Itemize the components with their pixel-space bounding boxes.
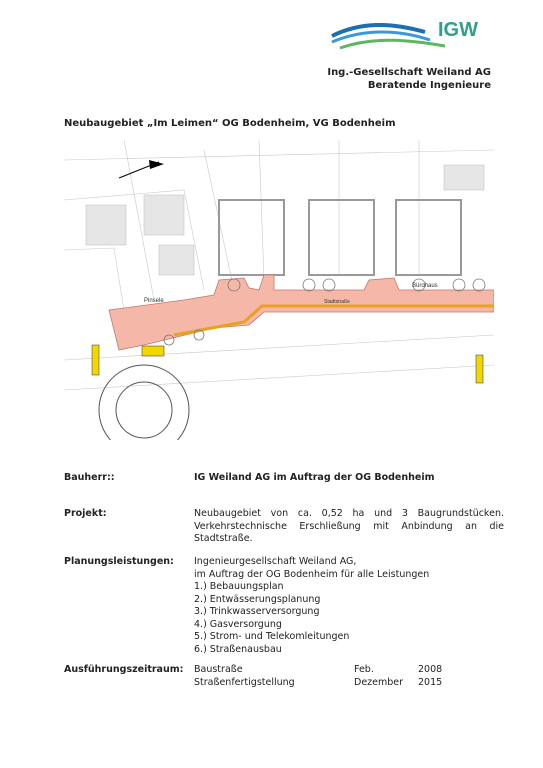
- sign-mid: [142, 346, 164, 356]
- company-info: [327, 66, 491, 92]
- site-plan-drawing: [64, 140, 494, 440]
- label-pinsele: Pinsele: [144, 298, 164, 304]
- planung-item: 1.) Bebauungsplan: [194, 581, 284, 592]
- projekt-label: Projekt:: [64, 508, 107, 519]
- sign-right: [476, 355, 483, 383]
- ausfuehrung-row: [64, 664, 444, 694]
- year-strassenfertigstellung: 2015: [418, 677, 443, 688]
- projekt-value: Neubaugebiet von ca. 0,52 ha und 3 Baugrundstücken. Verkehrstechnische Erschließung mit Anbindung an die Stadtstraße.: [194, 508, 504, 544]
- planung-item: 6.) Straßenausbau: [194, 643, 282, 655]
- sign-left: [92, 345, 99, 375]
- planung-line2: im Auftrag der OG Bodenheim für alle Leistungen: [194, 568, 430, 580]
- month-baustrasse: Feb.: [354, 664, 374, 675]
- planung-list: [194, 556, 504, 656]
- company-logo: [330, 14, 500, 54]
- bauherr-label: Bauherr::: [64, 472, 115, 483]
- label-buerohaus: Bürohaus: [412, 283, 438, 289]
- planung-line1: Ingenieurgesellschaft Weiland AG,: [194, 556, 357, 567]
- task-baustrasse: Baustraße: [194, 664, 243, 675]
- year-baustrasse: 2008: [418, 664, 443, 675]
- planung-label: Planungsleistungen:: [64, 556, 174, 567]
- planung-item: 4.) Gasversorgung: [194, 618, 282, 630]
- bauherr-value: IG Weiland AG im Auftrag der OG Bodenheim: [194, 472, 435, 483]
- planung-item: 5.) Strom- und Telekomleitungen: [194, 631, 350, 642]
- planung-item: 3.) Trinkwasserversorgung: [194, 606, 320, 617]
- task-strassenfertigstellung: Straßenfertigstellung: [194, 677, 295, 688]
- label-street: Stadtstraße: [324, 299, 350, 305]
- ausfuehrung-label: Ausführungszeitraum:: [64, 664, 184, 675]
- logo-text: IGW: [438, 19, 478, 41]
- planung-item: 2.) Entwässerungsplanung: [194, 593, 321, 605]
- company-subtitle: Beratende Ingenieure: [367, 80, 491, 91]
- month-strassenfertigstellung: Dezember: [354, 677, 404, 688]
- page-title: Neubaugebiet „Im Leimen“ OG Bodenheim, VG Bodenheim: [64, 118, 396, 129]
- company-name: Ing.-Gesellschaft Weiland AG: [327, 67, 491, 78]
